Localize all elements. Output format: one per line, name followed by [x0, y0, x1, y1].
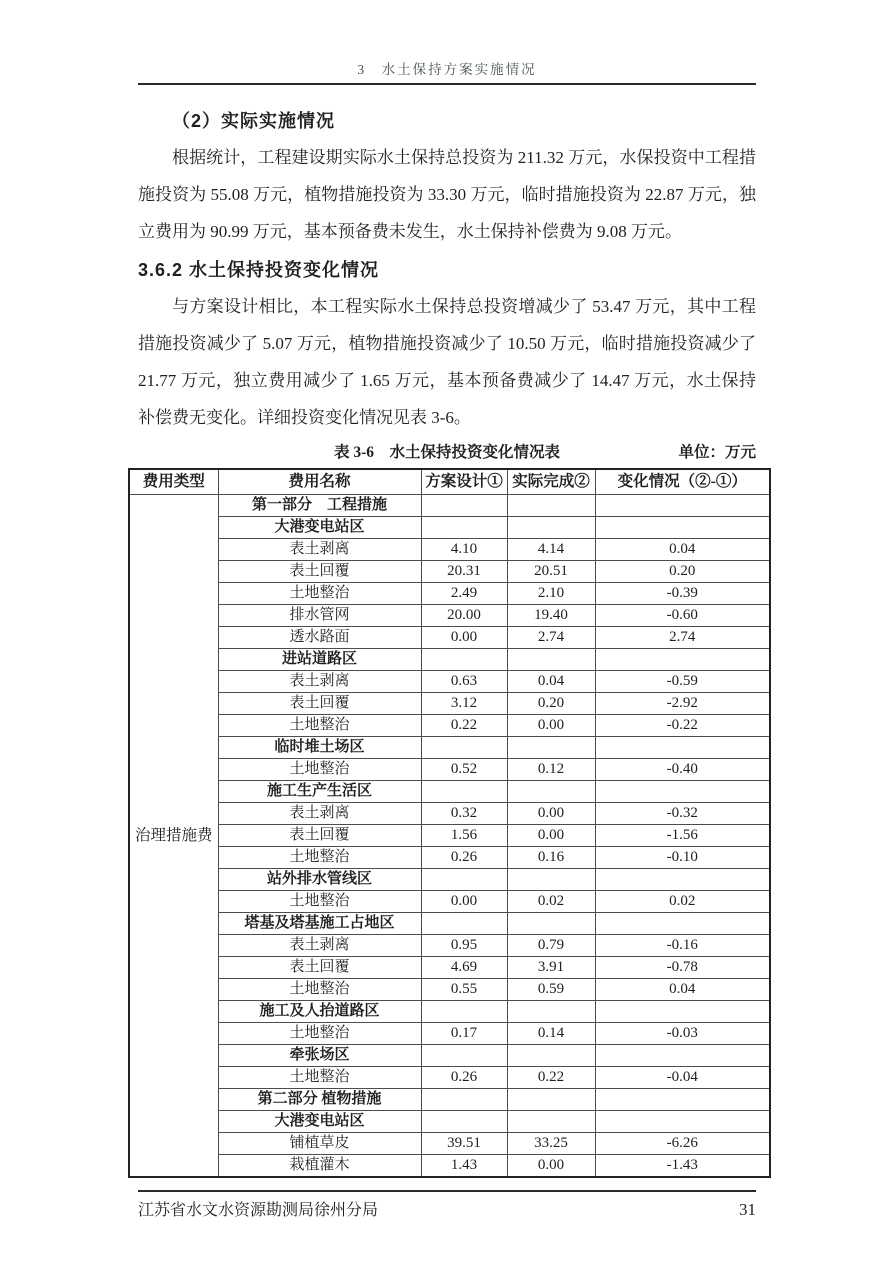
page-footer	[138, 1190, 756, 1222]
table-row	[129, 781, 770, 803]
actual-value-cell	[507, 781, 595, 803]
design-value-cell	[421, 737, 507, 759]
table-unit-label: 单位：万元	[678, 444, 756, 461]
design-value-cell: 0.95	[421, 935, 507, 957]
design-value-cell: 20.00	[421, 605, 507, 627]
investment-table-wrapper	[128, 468, 769, 1178]
footer-org: 江苏省水文水资源勘测局徐州分局	[138, 1202, 379, 1219]
change-value-cell: -0.04	[595, 1067, 770, 1089]
change-value-cell: -1.43	[595, 1155, 770, 1178]
fee-name-cell: 土地整治	[218, 1067, 421, 1089]
design-value-cell: 2.49	[421, 583, 507, 605]
design-value-cell: 3.12	[421, 693, 507, 715]
design-value-cell: 0.55	[421, 979, 507, 1001]
table-row	[129, 869, 770, 891]
actual-value-cell	[507, 737, 595, 759]
col-header-cost-name: 费用名称	[218, 469, 421, 495]
table-row	[129, 1045, 770, 1067]
table-row	[129, 913, 770, 935]
fee-name-cell: 大港变电站区	[218, 517, 421, 539]
table-row	[129, 759, 770, 781]
page-header	[138, 0, 756, 85]
table-row	[129, 627, 770, 649]
col-header-design: 方案设计①	[421, 469, 507, 495]
design-value-cell	[421, 781, 507, 803]
col-header-cost-type: 费用类型	[129, 469, 218, 495]
change-value-cell	[595, 495, 770, 517]
fee-name-cell: 表土回覆	[218, 957, 421, 979]
change-value-cell: 0.04	[595, 979, 770, 1001]
design-value-cell: 0.32	[421, 803, 507, 825]
fee-name-cell: 表土剥离	[218, 671, 421, 693]
fee-name-cell: 表土回覆	[218, 825, 421, 847]
col-header-actual: 实际完成②	[507, 469, 595, 495]
change-value-cell: 2.74	[595, 627, 770, 649]
fee-name-cell: 大港变电站区	[218, 1111, 421, 1133]
fee-name-cell: 土地整治	[218, 891, 421, 913]
actual-value-cell: 0.22	[507, 1067, 595, 1089]
fee-name-cell: 土地整治	[218, 847, 421, 869]
change-value-cell	[595, 1089, 770, 1111]
table-row	[129, 957, 770, 979]
change-value-cell	[595, 913, 770, 935]
table-row	[129, 693, 770, 715]
change-value-cell	[595, 1045, 770, 1067]
change-value-cell: 0.20	[595, 561, 770, 583]
fee-name-cell: 表土剥离	[218, 803, 421, 825]
change-value-cell: 0.04	[595, 539, 770, 561]
table-row	[129, 583, 770, 605]
change-value-cell	[595, 1111, 770, 1133]
design-value-cell: 4.10	[421, 539, 507, 561]
design-value-cell: 0.17	[421, 1023, 507, 1045]
actual-value-cell	[507, 913, 595, 935]
change-value-cell	[595, 737, 770, 759]
table-row	[129, 1155, 770, 1178]
table-row	[129, 715, 770, 737]
fee-name-cell: 土地整治	[218, 715, 421, 737]
actual-value-cell	[507, 1001, 595, 1023]
actual-value-cell: 0.00	[507, 803, 595, 825]
table-row	[129, 671, 770, 693]
design-value-cell: 0.00	[421, 627, 507, 649]
design-value-cell	[421, 649, 507, 671]
change-value-cell: -0.60	[595, 605, 770, 627]
col-header-change: 变化情况（②-①）	[595, 469, 770, 495]
change-value-cell: -0.32	[595, 803, 770, 825]
fee-name-cell: 表土剥离	[218, 539, 421, 561]
change-value-cell	[595, 649, 770, 671]
fee-name-cell: 表土剥离	[218, 935, 421, 957]
table-row	[129, 1111, 770, 1133]
actual-value-cell: 0.00	[507, 715, 595, 737]
actual-value-cell: 0.02	[507, 891, 595, 913]
change-value-cell: 0.02	[595, 891, 770, 913]
table-row	[129, 561, 770, 583]
table-row	[129, 847, 770, 869]
design-value-cell: 0.26	[421, 847, 507, 869]
change-value-cell: -0.78	[595, 957, 770, 979]
change-value-cell: -1.56	[595, 825, 770, 847]
fee-name-cell: 铺植草皮	[218, 1133, 421, 1155]
fee-name-cell: 施工及人抬道路区	[218, 1001, 421, 1023]
investment-table	[128, 468, 771, 1178]
actual-value-cell: 19.40	[507, 605, 595, 627]
table-row	[129, 1067, 770, 1089]
design-value-cell: 0.26	[421, 1067, 507, 1089]
design-value-cell	[421, 1111, 507, 1133]
actual-value-cell: 0.00	[507, 1155, 595, 1178]
fee-name-cell: 第二部分 植物措施	[218, 1089, 421, 1111]
actual-value-cell	[507, 517, 595, 539]
change-value-cell	[595, 869, 770, 891]
table-row	[129, 979, 770, 1001]
table-row	[129, 1133, 770, 1155]
fee-name-cell: 表土回覆	[218, 561, 421, 583]
fee-name-cell: 表土回覆	[218, 693, 421, 715]
actual-value-cell: 0.04	[507, 671, 595, 693]
fee-name-cell: 第一部分 工程措施	[218, 495, 421, 517]
fee-name-cell: 土地整治	[218, 1023, 421, 1045]
table-row	[129, 935, 770, 957]
fee-name-cell: 牵张场区	[218, 1045, 421, 1067]
fee-name-cell: 土地整治	[218, 979, 421, 1001]
table-row	[129, 825, 770, 847]
change-value-cell	[595, 517, 770, 539]
actual-value-cell: 0.12	[507, 759, 595, 781]
actual-value-cell: 0.14	[507, 1023, 595, 1045]
actual-value-cell	[507, 1089, 595, 1111]
table-header-row	[129, 469, 770, 495]
table-body	[129, 495, 770, 1178]
design-value-cell	[421, 1045, 507, 1067]
actual-value-cell	[507, 869, 595, 891]
design-value-cell: 4.69	[421, 957, 507, 979]
table-row	[129, 1023, 770, 1045]
fee-name-cell: 进站道路区	[218, 649, 421, 671]
change-value-cell: -0.10	[595, 847, 770, 869]
fee-name-cell: 栽植灌木	[218, 1155, 421, 1178]
actual-value-cell: 2.10	[507, 583, 595, 605]
table-row	[129, 803, 770, 825]
actual-value-cell	[507, 495, 595, 517]
change-value-cell: -0.16	[595, 935, 770, 957]
fee-name-cell: 站外排水管线区	[218, 869, 421, 891]
page-header-title: 3 水土保持方案实施情况	[357, 62, 537, 77]
actual-value-cell: 2.74	[507, 627, 595, 649]
change-value-cell: -0.03	[595, 1023, 770, 1045]
design-value-cell: 0.63	[421, 671, 507, 693]
change-value-cell: -6.26	[595, 1133, 770, 1155]
page-number: 31	[739, 1200, 756, 1219]
table-row	[129, 737, 770, 759]
design-value-cell	[421, 913, 507, 935]
change-value-cell: -0.40	[595, 759, 770, 781]
fee-name-cell: 土地整治	[218, 583, 421, 605]
table-caption: 表 3-6 水土保持投资变化情况表	[333, 444, 561, 461]
paragraph-change: 与方案设计相比，本工程实际水土保持总投资增减少了 53.47 万元，其中工程措施投资减少了 5.07 万元，植物措施投资减少了 10.50 万元，临时措施投资减少了 21.77 万元，独立费用减少了 1.65 万元，基本预备费减少了 14.47 万元，水土保持补偿费无变化。详细投资变化情况见表 3-6。	[138, 297, 756, 427]
table-row	[129, 649, 770, 671]
design-value-cell: 1.56	[421, 825, 507, 847]
change-value-cell: -0.39	[595, 583, 770, 605]
actual-value-cell: 0.00	[507, 825, 595, 847]
actual-value-cell	[507, 1111, 595, 1133]
design-value-cell: 39.51	[421, 1133, 507, 1155]
change-value-cell	[595, 1001, 770, 1023]
actual-value-cell: 20.51	[507, 561, 595, 583]
table-row	[129, 495, 770, 517]
section-heading-change: 3.6.2 水土保持投资变化情况	[138, 260, 380, 280]
actual-value-cell: 0.79	[507, 935, 595, 957]
actual-value-cell: 33.25	[507, 1133, 595, 1155]
table-row	[129, 539, 770, 561]
change-value-cell: -0.22	[595, 715, 770, 737]
cost-type-group-cell: 治理措施费	[129, 495, 218, 1178]
paragraph-actual: 根据统计，工程建设期实际水土保持总投资为 211.32 万元，水保投资中工程措施投资为 55.08 万元，植物措施投资为 33.30 万元，临时措施投资为 22.87 万元，独立费用为 90.99 万元，基本预备费未发生，水土保持补偿费为 9.08 万元。	[138, 148, 756, 241]
fee-name-cell: 透水路面	[218, 627, 421, 649]
design-value-cell: 20.31	[421, 561, 507, 583]
design-value-cell: 1.43	[421, 1155, 507, 1178]
actual-value-cell	[507, 1045, 595, 1067]
design-value-cell: 0.52	[421, 759, 507, 781]
design-value-cell: 0.00	[421, 891, 507, 913]
actual-value-cell: 0.59	[507, 979, 595, 1001]
fee-name-cell: 施工生产生活区	[218, 781, 421, 803]
change-value-cell: -2.92	[595, 693, 770, 715]
fee-name-cell: 排水管网	[218, 605, 421, 627]
table-caption-row	[138, 442, 756, 464]
design-value-cell	[421, 869, 507, 891]
table-row	[129, 891, 770, 913]
table-row	[129, 1089, 770, 1111]
design-value-cell: 0.22	[421, 715, 507, 737]
fee-name-cell: 临时堆土场区	[218, 737, 421, 759]
section-heading-actual: （2）实际实施情况	[172, 111, 336, 131]
actual-value-cell: 0.20	[507, 693, 595, 715]
table-row	[129, 517, 770, 539]
design-value-cell	[421, 1089, 507, 1111]
design-value-cell	[421, 495, 507, 517]
design-value-cell	[421, 517, 507, 539]
change-value-cell	[595, 781, 770, 803]
fee-name-cell: 土地整治	[218, 759, 421, 781]
table-row	[129, 1001, 770, 1023]
actual-value-cell: 0.16	[507, 847, 595, 869]
actual-value-cell: 3.91	[507, 957, 595, 979]
actual-value-cell	[507, 649, 595, 671]
fee-name-cell: 塔基及塔基施工占地区	[218, 913, 421, 935]
page-content	[134, 0, 756, 1222]
table-row	[129, 605, 770, 627]
change-value-cell: -0.59	[595, 671, 770, 693]
design-value-cell	[421, 1001, 507, 1023]
actual-value-cell: 4.14	[507, 539, 595, 561]
